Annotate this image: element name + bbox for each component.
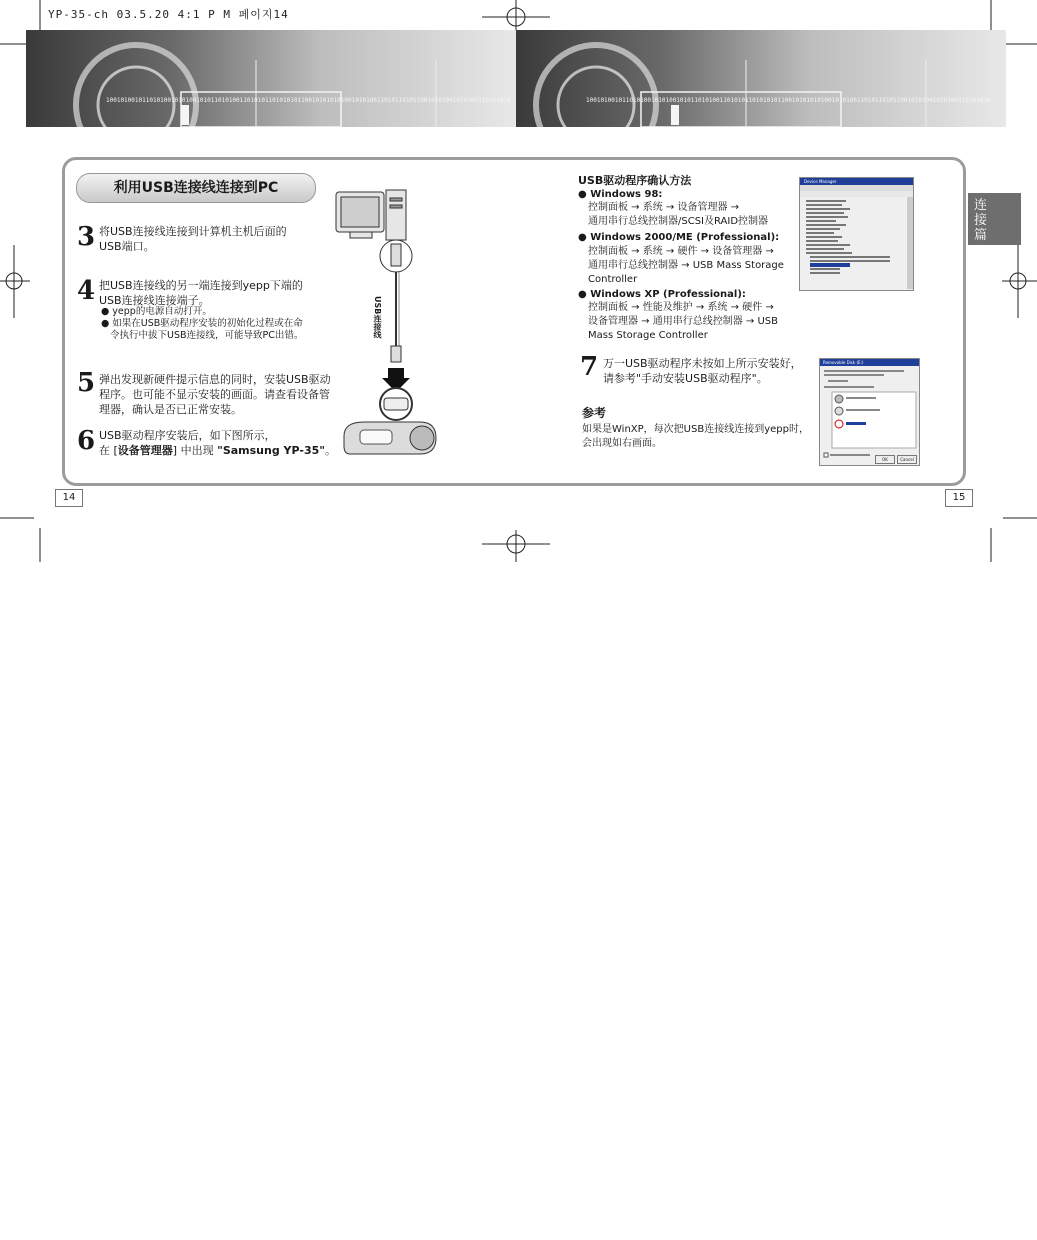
step-5-text (99, 372, 331, 417)
path-line: Controller (588, 274, 638, 285)
win98-path (588, 201, 768, 229)
device-manager-label: 设备管理器 (117, 444, 173, 457)
bullet-item: ● 如果在USB驱动程序安装的初始化过程或在命 (101, 318, 303, 329)
os-label-winxp: ● Windows XP (Professional): (578, 289, 746, 300)
ok-button[interactable]: OK (875, 455, 895, 464)
file-info-header: YP-35-ch 03.5.20 4:1 P M 페이지14 (48, 8, 289, 21)
step-text-line: 弹出发现新硬件提示信息的同时，安装USB驱动 (99, 373, 331, 386)
step-number: 3 (77, 222, 96, 252)
text-fragment: ] 中出现 (172, 444, 218, 457)
bullet-item: ● yepp的电源自动打开。 (101, 306, 212, 317)
step-text-line (99, 443, 336, 458)
step-6-text (99, 428, 336, 458)
step-3-text (99, 224, 287, 254)
path-line: 控制面板 → 系统 → 硬件 → 设备管理器 → (588, 246, 774, 257)
dialog-body (820, 366, 919, 465)
path-line: 控制面板 → 性能及维护 → 系统 → 硬件 → (588, 302, 774, 313)
step-4-text (99, 278, 303, 308)
step-7-text (603, 356, 802, 386)
step-text-line: 理器，确认是否已正常安装。 (99, 403, 242, 416)
step-text-line: USB驱动程序安装后，如下图所示， (99, 429, 276, 442)
step-text-line: 把USB连接线的另一端连接到yepp下端的 (99, 279, 303, 292)
header-banner-left (26, 30, 516, 127)
text-fragment: 在 [ (99, 444, 118, 457)
removable-disk-dialog-screenshot (819, 358, 920, 466)
path-line: 通用串行总线控制器 → USB Mass Storage (588, 260, 784, 271)
header-banner-right (516, 30, 1006, 127)
step-text-line: 将USB连接线连接到计算机主机后面的 (99, 225, 287, 238)
step-text-line: USB连接线连接端子。 (99, 294, 210, 307)
device-manager-screenshot (799, 177, 914, 291)
path-line: Mass Storage Controller (588, 330, 708, 341)
usb-connection-illustration (330, 186, 442, 466)
step-text-line: 万一USB驱动程序未按如上所示安装好， (603, 357, 802, 370)
step-number: 7 (580, 352, 599, 382)
win2000-path (588, 245, 784, 287)
cancel-button[interactable]: Cancel (897, 455, 917, 464)
step-text-line: 程序。也可能不显示安装的画面。请查看设备管 (99, 388, 330, 401)
bullet-item: 令执行中拔下USB连接线，可能导致PC出错。 (101, 330, 304, 341)
step-number: 6 (77, 426, 96, 456)
step-4-bullets (101, 306, 303, 342)
side-tab-char: 接 (974, 213, 988, 228)
dialog-title: Removable Disk (E:) (823, 360, 864, 365)
device-name-label: "Samsung YP-35" (217, 444, 325, 457)
step-number: 4 (77, 276, 96, 306)
step-text-line: 请参考"手动安装USB驱动程序"。 (603, 372, 768, 385)
os-label-win98: ● Windows 98: (578, 189, 663, 200)
side-tab-char: 连 (974, 198, 988, 213)
window-titlebar (800, 178, 913, 185)
path-line: 设备管理器 → 通用串行总线控制器 → USB (588, 316, 778, 327)
binary-strip: 1001010010110101001010100101011010100110101011010101011001010101010010101001101011010110010101001010100110101010 (586, 97, 991, 104)
step-number: 5 (77, 368, 96, 398)
page-number-left: 14 (55, 489, 83, 507)
path-line: 控制面板 → 系统 → 设备管理器 → (588, 202, 740, 213)
reference-text (582, 423, 809, 451)
reference-line: 会出现如右画面。 (582, 438, 662, 449)
step-text-line: USB端口。 (99, 240, 155, 253)
dialog-titlebar (820, 359, 919, 366)
section-title: 利用USB连接线连接到PC (76, 173, 316, 203)
path-line: 通用串行总线控制器/SCSI及RAID控制器 (588, 216, 769, 227)
cable-label: USB连接线 (373, 296, 382, 339)
text-fragment: 。 (324, 444, 336, 457)
side-tab-char: 篇 (974, 228, 988, 243)
page-number-right: 15 (945, 489, 973, 507)
chapter-side-tab (968, 193, 1021, 245)
reference-line: 如果是WinXP，每次把USB连接线连接到yepp时， (582, 424, 809, 435)
binary-strip: 1001010010110101001010100101011010100110101011010101011001010101010010101001101011010110010101001010100110101010 (106, 97, 511, 104)
os-label-win2000: ● Windows 2000/ME (Professional): (578, 232, 780, 243)
reference-title: 参考 (582, 406, 607, 420)
winxp-path (588, 301, 778, 343)
window-title: Device Manager (804, 179, 837, 184)
check-method-title: USB驱动程序确认方法 (578, 174, 692, 187)
device-tree (800, 185, 913, 289)
